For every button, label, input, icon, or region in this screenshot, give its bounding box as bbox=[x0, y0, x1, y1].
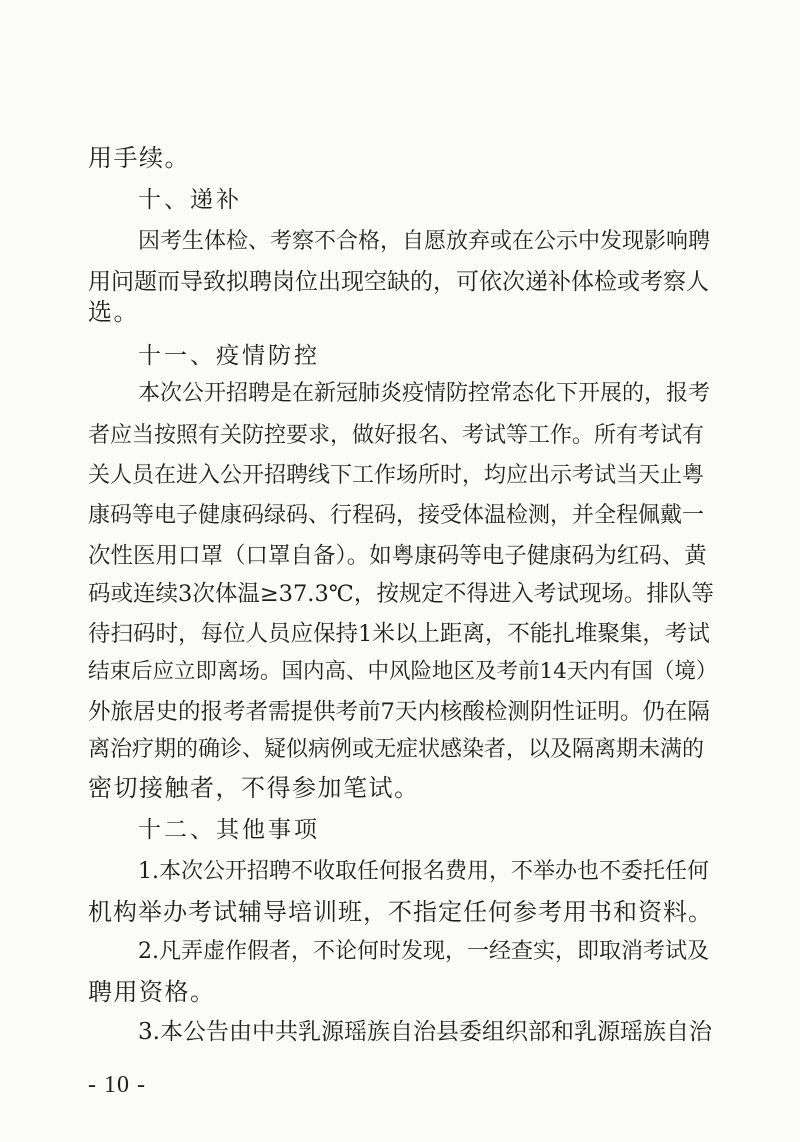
page-number: - 10 - bbox=[88, 1072, 146, 1098]
text-line: 结束后应立即离场。国内高、中风险地区及考前14天内有国（境） bbox=[88, 659, 718, 684]
section-heading: 十二、其他事项 bbox=[138, 817, 320, 843]
text-line: 关人员在进入公开招聘线下工作场所时，均应出示考试当天止粤 bbox=[88, 463, 705, 488]
text-line: 机构举办考试辅导培训班，不指定任何参考用书和资料。 bbox=[88, 898, 713, 926]
text-line: 密切接触者，不得参加笔试。 bbox=[88, 774, 420, 802]
text-line: 因考生体检、考察不合格，自愿放弃或在公示中发现影响聘 bbox=[138, 229, 711, 254]
text-line: 本次公开招聘是在新冠肺炎疫情防控常态化下开展的，报考 bbox=[138, 381, 711, 406]
text-line: 选。 bbox=[88, 298, 139, 326]
text-line: 待扫码时，每位人员应保持1米以上距离，不能扎堆聚集，考试 bbox=[88, 621, 710, 647]
text-line: 聘用资格。 bbox=[88, 978, 216, 1006]
text-line: 外旅居史的报考者需提供考前7天内核酸检测阴性证明。仍在隔 bbox=[88, 699, 710, 725]
text-line: 康码等电子健康码绿码、行程码，接受体温检测，并全程佩戴一 bbox=[88, 503, 705, 528]
text-line: 离治疗期的确诊、疑似病例或无症状感染者，以及隔离期未满的 bbox=[88, 737, 705, 762]
text-line: 2.凡弄虚作假者，不论何时发现，一经查实，即取消考试及 bbox=[138, 939, 709, 964]
text-line: 3.本公告由中共乳源瑶族自治县委组织部和乳源瑶族自治 bbox=[138, 1019, 712, 1045]
text-line: 次性医用口罩（口罩自备）。如粤康码等电子健康码为红码、黄 bbox=[88, 543, 707, 569]
section-heading: 十、递补 bbox=[138, 187, 242, 213]
text-line: 码或连续3次体温≥37.3℃，按规定不得进入考试现场。排队等 bbox=[88, 581, 714, 607]
text-line: 者应当按照有关防控要求，做好报名、考试等工作。所有考试有 bbox=[88, 423, 705, 448]
section-heading: 十一、疫情防控 bbox=[138, 343, 320, 369]
text-line: 用手续。 bbox=[88, 144, 190, 172]
text-line: 用问题而导致拟聘岗位出现空缺的，可依次递补体检或考察人 bbox=[88, 269, 709, 295]
text-line: 1.本次公开招聘不收取任何报名费用，不举办也不委托任何 bbox=[138, 859, 709, 884]
